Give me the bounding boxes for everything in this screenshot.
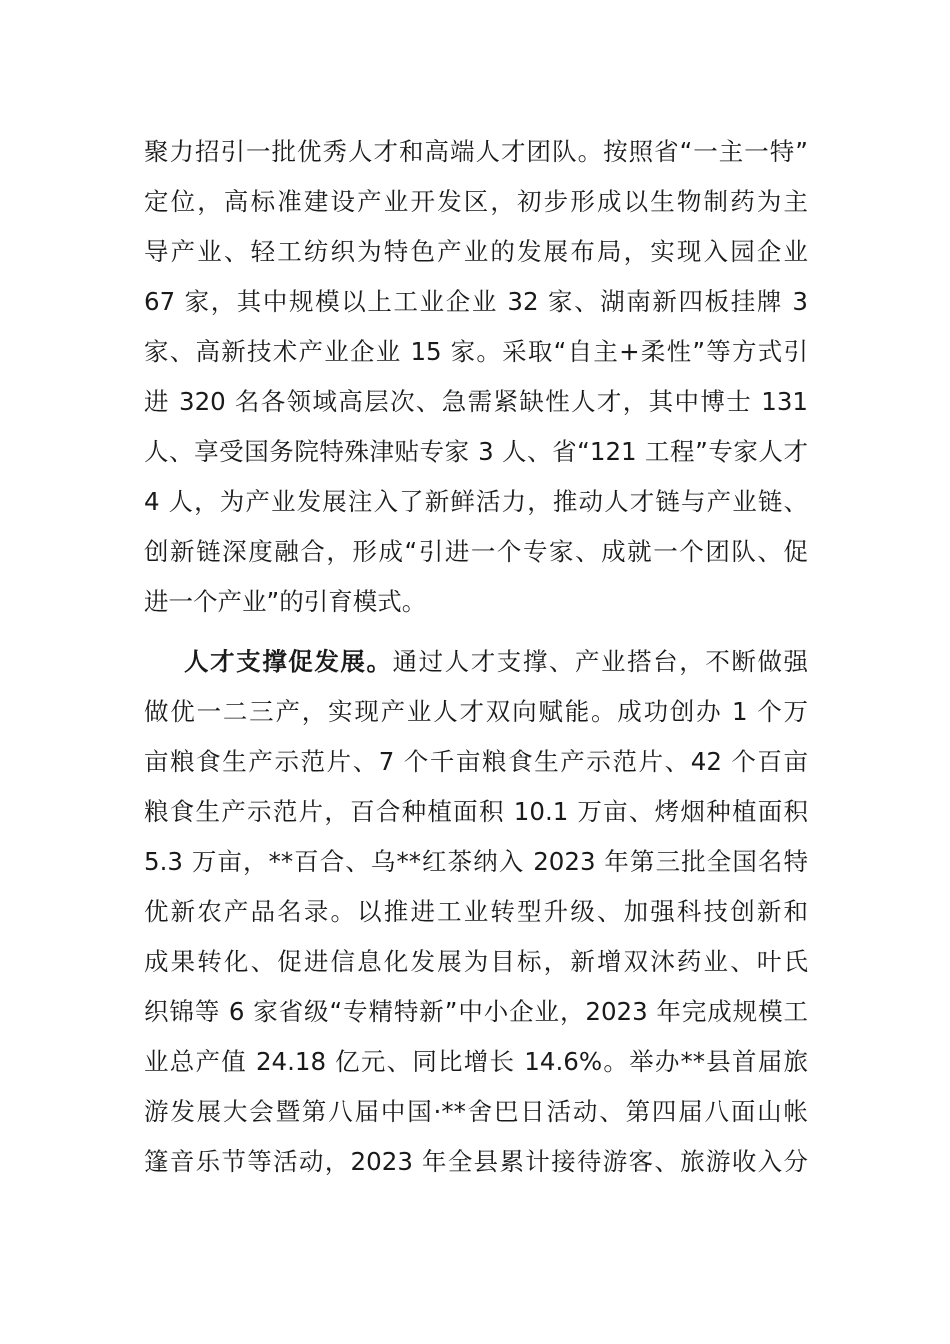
paragraph-line: 67 家，其中规模以上工业企业 32 家、湖南新四板挂牌 3 [144,287,808,316]
paragraph-line: 4 人，为产业发展注入了新鲜活力，推动人才链与产业链、 [144,487,808,516]
paragraph-line: 进一个产业”的引育模式。 [144,587,427,616]
paragraph-line: 游发展大会暨第八届中国·**舍巴日活动、第四届八面山帐 [144,1097,808,1126]
paragraph-line: 织锦等 6 家省级“专精特新”中小企业，2023 年完成规模工 [144,997,808,1026]
paragraph-line: 亩粮食生产示范片、7 个千亩粮食生产示范片、42 个百亩 [144,747,808,776]
paragraph-line: 优新农产品名录。以推进工业转型升级、加强科技创新和 [144,897,808,926]
paragraph-line: 5.3 万亩，**百合、乌**红茶纳入 2023 年第三批全国名特 [144,847,808,876]
section-heading: 人才支撑促发展。 [184,647,393,676]
paragraph-line: 定位，高标准建设产业开发区，初步形成以生物制药为主 [144,187,808,216]
paragraph-line: 粮食生产示范片，百合种植面积 10.1 万亩、烤烟种植面积 [144,797,808,826]
paragraph-line-text: 通过人才支撑、产业搭台，不断做强 [392,647,809,676]
paragraph-line: 业总产值 24.18 亿元、同比增长 14.6%。举办**县首届旅 [144,1047,808,1076]
paragraph-line: 做优一二三产，实现产业人才双向赋能。成功创办 1 个万 [144,697,808,726]
paragraph-line: 导产业、轻工纺织为特色产业的发展布局，实现入园企业 [144,237,808,266]
paragraph-line: 进 320 名各领域高层次、急需紧缺性人才，其中博士 131 [144,387,808,416]
paragraph-first-line [144,637,808,687]
paragraph-line: 创新链深度融合，形成“引进一个专家、成就一个团队、促 [144,537,808,566]
paragraph-talent-attraction [144,127,808,627]
paragraph-line: 人、享受国务院特殊津贴专家 3 人、省“121 工程”专家人才 [144,437,808,466]
paragraph-line: 成果转化、促进信息化发展为目标，新增双沐药业、叶氏 [144,947,808,976]
paragraph-line: 聚力招引一批优秀人才和高端人才团队。按照省“一主一特” [144,137,808,166]
paragraph-talent-support [144,637,808,1187]
paragraph-line: 家、高新技术产业企业 15 家。采取“自主+柔性”等方式引 [144,337,808,366]
paragraph-line: 篷音乐节等活动，2023 年全县累计接待游客、旅游收入分 [144,1147,808,1176]
